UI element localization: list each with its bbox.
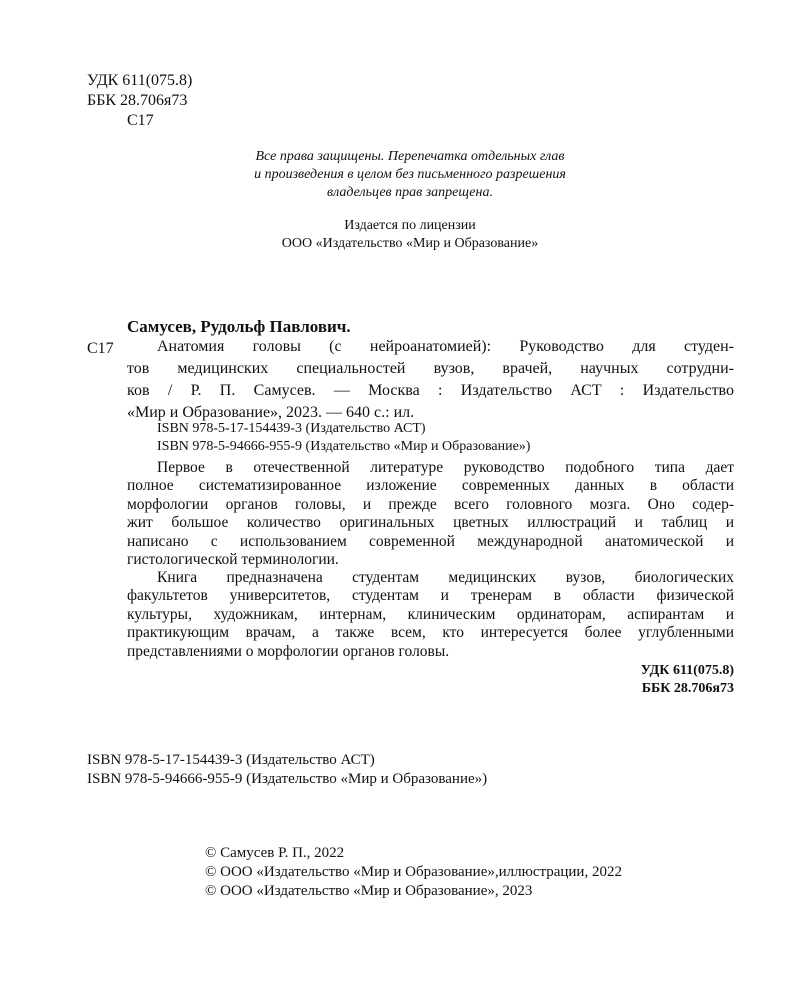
annotation-line: факультетов университетов, студентам и тренерам в области физической bbox=[127, 587, 734, 605]
license-line-2: ООО «Издательство «Мир и Образование» bbox=[281, 236, 539, 251]
annotation-line: культуры, художникам, интернам, клиническим ординаторам, аспирантам и bbox=[127, 605, 734, 623]
record-isbn-2: ISBN 978-5-94666-955-9 (Издательство «Мир и Образование») bbox=[157, 439, 531, 454]
description-line: ков / Р. П. Самусев. — Москва : Издательство АСТ : Издательство bbox=[127, 382, 734, 399]
annotation-line: полное систематизированное изложение современных данных в области bbox=[127, 477, 734, 495]
annotation-line: написано с использованием современной международной анатомической и bbox=[127, 532, 734, 550]
annotation-line: Первое в отечественной литературе руководство подобного типа дает bbox=[157, 459, 734, 476]
isbn-footer-2: ISBN 978-5-94666-955-9 (Издательство «Мир и Образование») bbox=[87, 771, 488, 787]
license-line-1: Издается по лицензии bbox=[344, 218, 476, 233]
record-description bbox=[127, 336, 734, 424]
annotation-line: практикующим врачам, а также всем, кто интересуется более углубленными bbox=[127, 624, 734, 642]
description-line: Анатомия головы (с нейроанатомией): Руководство для студен- bbox=[157, 338, 734, 355]
annotation-line: Книга предназначена студентам медицинских вузов, биологических bbox=[157, 569, 734, 586]
annotation-paragraph-1 bbox=[127, 459, 734, 569]
rights-line-1: Все права защищены. Перепечатка отдельных глав bbox=[255, 149, 565, 164]
annotation-line: гистологической терминологии. bbox=[127, 550, 339, 568]
annotation-line: жит большое количество оригинальных цветных иллюстраций и таблиц и bbox=[127, 514, 734, 532]
isbn-footer-1: ISBN 978-5-17-154439-3 (Издательство АСТ) bbox=[87, 752, 375, 768]
rights-line-2: и произведения в целом без письменного разрешения bbox=[254, 167, 566, 182]
bbk-code: ББК 28.706я73 bbox=[87, 92, 188, 109]
annotation-line: представлениями о морфологии органов головы. bbox=[127, 642, 450, 660]
annotation-line: морфологии органов головы, и прежде всего головного мозга. Оно содер- bbox=[127, 495, 734, 513]
copyright-line-2: © ООО «Издательство «Мир и Образование»,иллюстрации, 2022 bbox=[205, 864, 622, 880]
copyright-line-3: © ООО «Издательство «Мир и Образование», 2023 bbox=[205, 883, 533, 899]
annotation-paragraph-2 bbox=[127, 569, 734, 661]
record-author: Самусев, Рудольф Павлович. bbox=[127, 317, 351, 336]
description-line: тов медицинских специальностей вузов, врачей, научных сотрудни- bbox=[127, 360, 734, 377]
rights-line-3: владельцев прав запрещена. bbox=[327, 185, 493, 200]
record-mark: С17 bbox=[87, 340, 114, 357]
author-mark: С17 bbox=[127, 112, 154, 129]
record-udk: УДК 611(075.8) bbox=[640, 663, 734, 678]
record-bbk: ББК 28.706я73 bbox=[641, 681, 734, 696]
description-line: «Мир и Образование», 2023. — 640 с.: ил. bbox=[127, 404, 415, 421]
copyright-line-1: © Самусев Р. П., 2022 bbox=[205, 845, 345, 861]
record-isbn-1: ISBN 978-5-17-154439-3 (Издательство АСТ) bbox=[157, 421, 426, 436]
udk-code: УДК 611(075.8) bbox=[87, 72, 193, 89]
